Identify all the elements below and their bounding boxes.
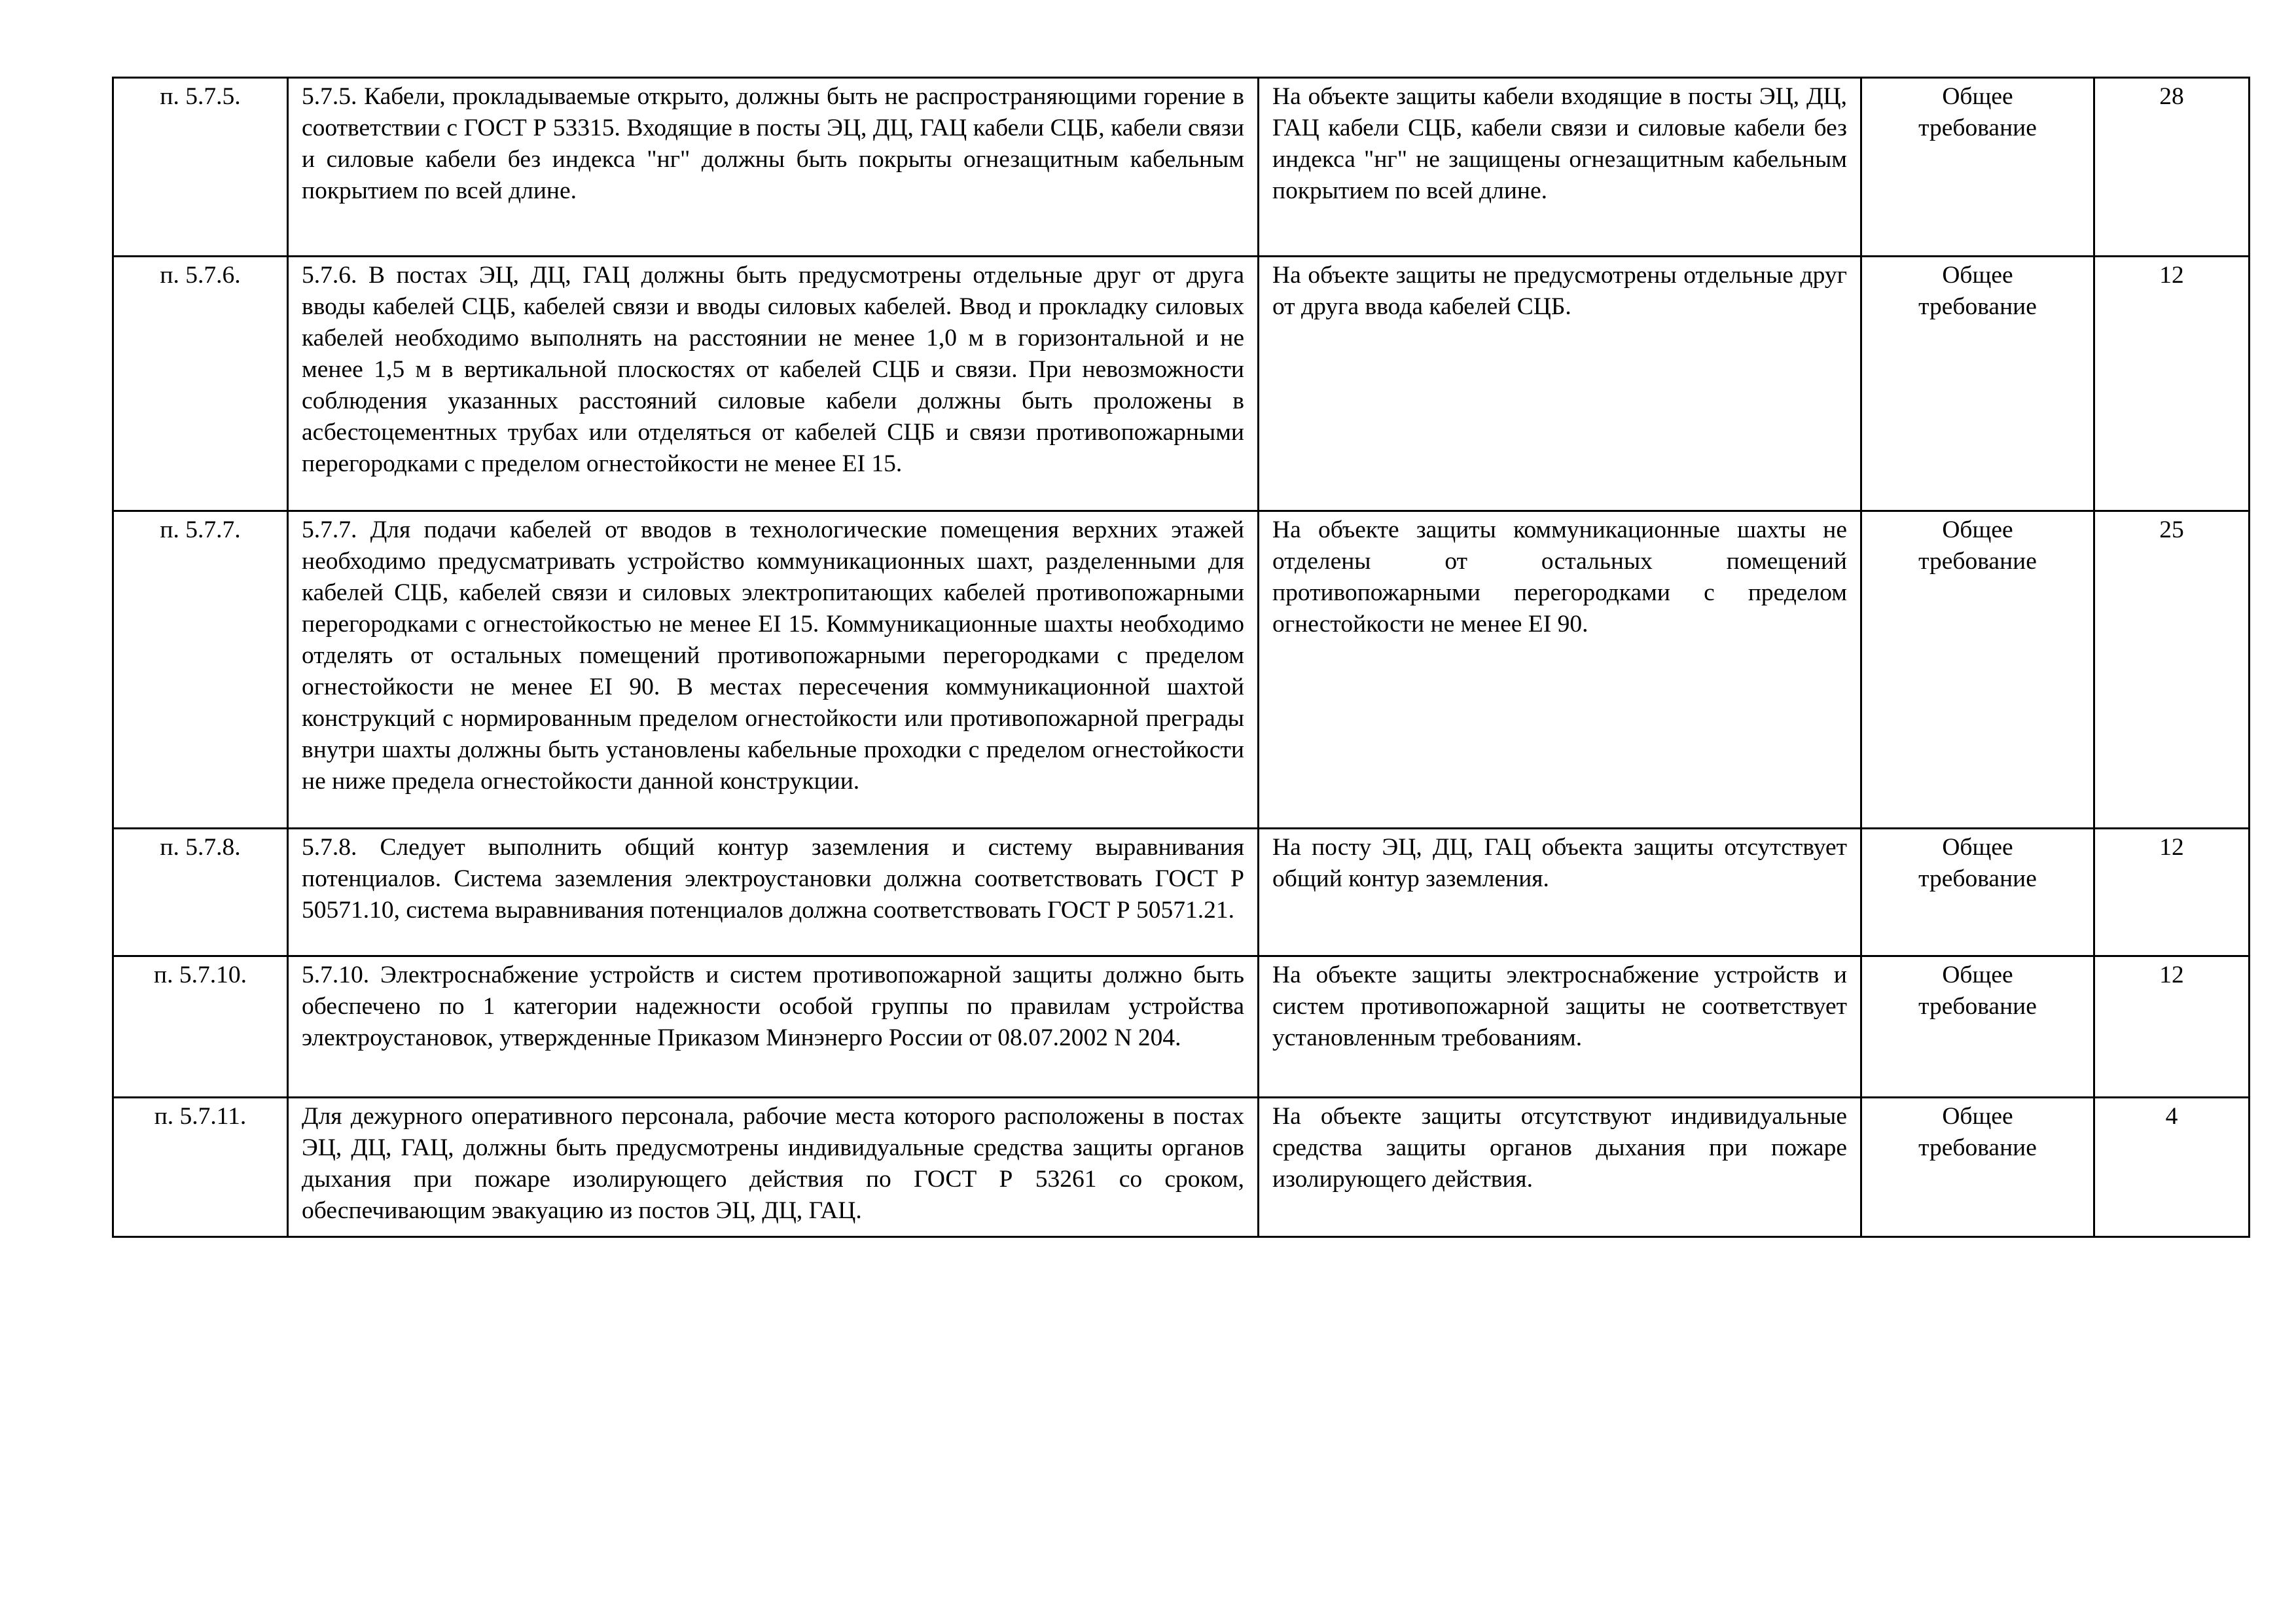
requirement-type <box>1861 78 2094 257</box>
violation-description: На объекте защиты коммуникационные шахты не отделены от остальных помещений противопожарными перегородками с пределом огнестойкости не менее EI 90. <box>1259 511 1861 829</box>
requirement-text: 5.7.5. Кабели, прокладываемые открыто, должны быть не распространяющими горение в соответствии с ГОСТ Р 53315. Входящие в посты ЭЦ, ДЦ, ГАЦ кабели СЦБ, кабели связи и силовые кабели без индекса "нг" должны быть покрыты огнезащитным кабельным покрытием по всей длине. <box>288 78 1259 257</box>
table-row <box>113 257 2250 511</box>
clause-reference: п. 5.7.7. <box>113 511 288 829</box>
violation-description: На объекте защиты электроснабжение устройств и систем противопожарной защиты не соответствует установленным требованиям. <box>1259 956 1861 1098</box>
item-number: 12 <box>2094 956 2250 1098</box>
item-number: 4 <box>2094 1098 2250 1237</box>
violation-description: На объекте защиты кабели входящие в посты ЭЦ, ДЦ, ГАЦ кабели СЦБ, кабели связи и силовые кабели без индекса "нг" не защищены огнезащитным кабельным покрытием по всей длине. <box>1259 78 1861 257</box>
clause-reference: п. 5.7.8. <box>113 829 288 956</box>
requirement-type-line-2: требование <box>1918 548 2037 575</box>
requirement-type-line-1: Общее <box>1942 1103 2013 1130</box>
item-number: 12 <box>2094 829 2250 956</box>
table-row <box>113 78 2250 257</box>
requirement-type-line-2: требование <box>1918 1134 2037 1161</box>
requirement-text: 5.7.10. Электроснабжение устройств и систем противопожарной защиты должно быть обеспечено по 1 категории надежности особой группы по правилам устройства электроустановок, утвержденные Приказом Минэнерго России от 08.07.2002 N 204. <box>288 956 1259 1098</box>
item-number: 12 <box>2094 257 2250 511</box>
table-row <box>113 511 2250 829</box>
requirement-text: 5.7.7. Для подачи кабелей от вводов в технологические помещения верхних этажей необходимо предусматривать устройство коммуникационных шахт, разделенными для кабелей СЦБ, кабелей связи и силовых электропитающих кабелей противопожарными перегородками с огнестойкостью не менее EI 15. Коммуникационные шахты необходимо отделять от остальных помещений противопожарными перегородками с пределом огнестойкости не менее EI 90. В местах пересечения коммуникационной шахтой конструкций с нормированным пределом огнестойкости или противопожарной преграды внутри шахты должны быть установлены кабельные проходки с пределом огнестойкости не ниже предела огнестойкости данной конструкции. <box>288 511 1259 829</box>
clause-reference: п. 5.7.11. <box>113 1098 288 1237</box>
requirement-type-line-1: Общее <box>1942 516 2013 543</box>
table-row <box>113 956 2250 1098</box>
requirement-type <box>1861 257 2094 511</box>
requirement-type-line-2: требование <box>1918 115 2037 141</box>
requirement-type-line-1: Общее <box>1942 262 2013 289</box>
table-row <box>113 1098 2250 1237</box>
violation-description: На посту ЭЦ, ДЦ, ГАЦ объекта защиты отсутствует общий контур заземления. <box>1259 829 1861 956</box>
requirement-type <box>1861 1098 2094 1237</box>
requirement-type <box>1861 829 2094 956</box>
requirement-type-line-2: требование <box>1918 293 2037 320</box>
requirements-table <box>112 77 2250 1238</box>
requirement-type-line-1: Общее <box>1942 962 2013 988</box>
requirement-type-line-2: требование <box>1918 993 2037 1020</box>
violation-description: На объекте защиты отсутствуют индивидуальные средства защиты органов дыхания при пожаре изолирующего действия. <box>1259 1098 1861 1237</box>
requirement-type-line-2: требование <box>1918 865 2037 892</box>
clause-reference: п. 5.7.10. <box>113 956 288 1098</box>
clause-reference: п. 5.7.6. <box>113 257 288 511</box>
requirement-type <box>1861 956 2094 1098</box>
requirement-type-line-1: Общее <box>1942 834 2013 861</box>
clause-reference: п. 5.7.5. <box>113 78 288 257</box>
requirement-text: Для дежурного оперативного персонала, рабочие места которого расположены в постах ЭЦ, ДЦ, ГАЦ, должны быть предусмотрены индивидуальные средства защиты органов дыхания при пожаре изолирующего действия по ГОСТ Р 53261 со сроком, обеспечивающим эвакуацию из постов ЭЦ, ДЦ, ГАЦ. <box>288 1098 1259 1237</box>
item-number: 28 <box>2094 78 2250 257</box>
requirement-text: 5.7.8. Следует выполнить общий контур заземления и систему выравнивания потенциалов. Система заземления электроустановки должна соответствовать ГОСТ Р 50571.10, система выравнивания потенциалов должна соответствовать ГОСТ Р 50571.21. <box>288 829 1259 956</box>
table-row <box>113 829 2250 956</box>
requirement-type <box>1861 511 2094 829</box>
violation-description: На объекте защиты не предусмотрены отдельные друг от друга ввода кабелей СЦБ. <box>1259 257 1861 511</box>
requirement-text: 5.7.6. В постах ЭЦ, ДЦ, ГАЦ должны быть предусмотрены отдельные друг от друга вводы кабелей СЦБ, кабелей связи и вводы силовых кабелей. Ввод и прокладку силовых кабелей необходимо выполнять на расстоянии не менее 1,0 м в горизонтальной и не менее 1,5 м в вертикальной плоскостях от кабелей СЦБ и связи. При невозможности соблюдения указанных расстояний силовые кабели должны быть проложены в асбестоцементных трубах или отделяться от кабелей СЦБ и связи противопожарными перегородками с пределом огнестойкости не менее EI 15. <box>288 257 1259 511</box>
item-number: 25 <box>2094 511 2250 829</box>
requirement-type-line-1: Общее <box>1942 83 2013 110</box>
